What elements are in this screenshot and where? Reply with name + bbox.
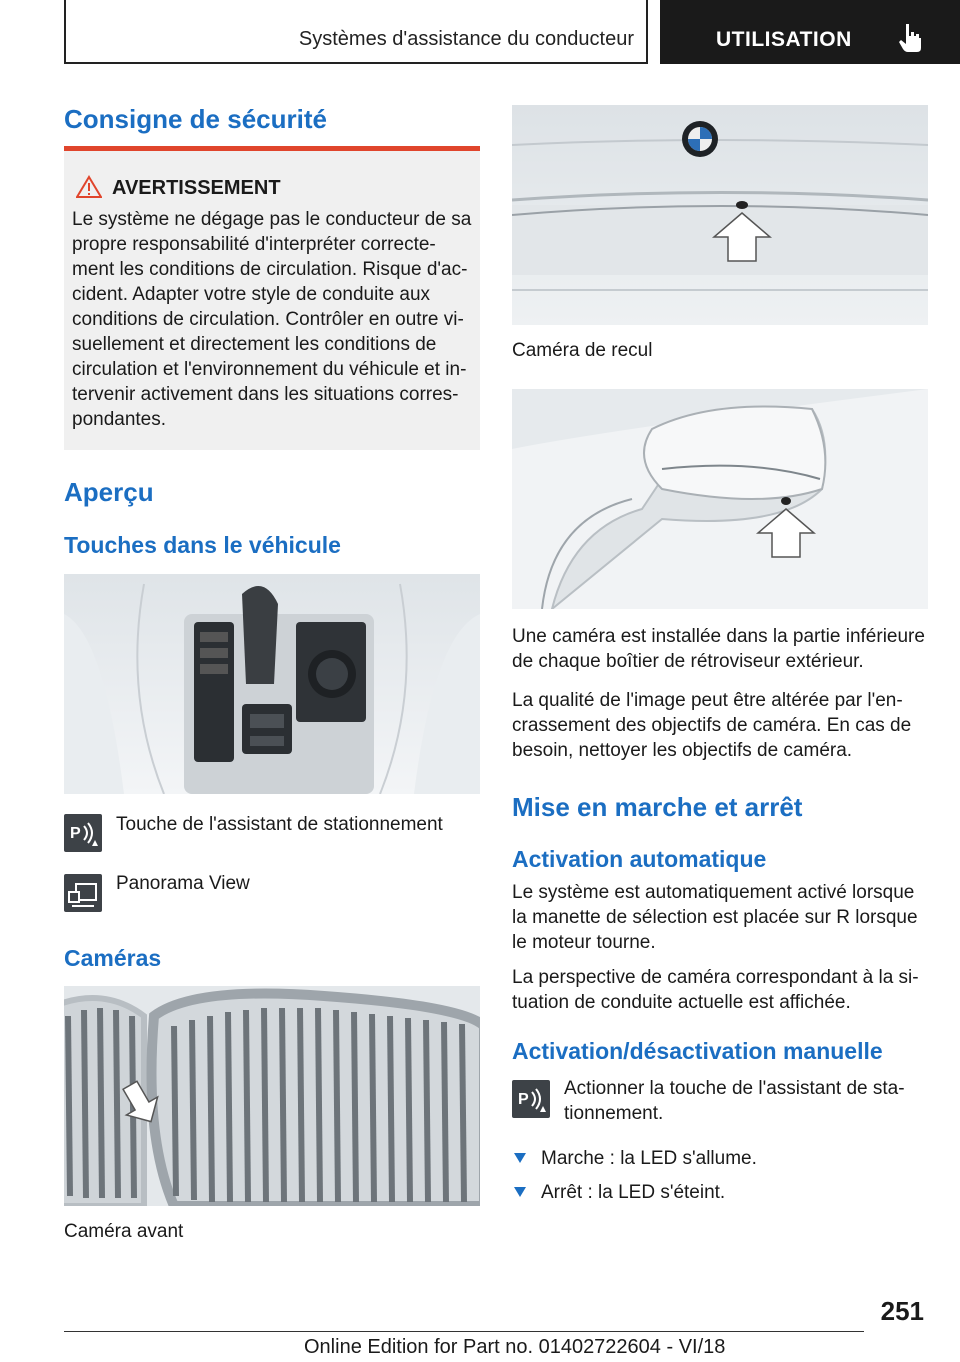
header-section-box — [64, 0, 648, 64]
bullet-triangle-icon — [514, 1187, 526, 1197]
heading-automatic-activation: Activation automatique — [512, 846, 767, 872]
header-chapter-box — [660, 0, 960, 64]
front-camera-caption: Caméra avant — [64, 1221, 184, 1242]
warning-triangle-icon — [76, 175, 102, 199]
mirror-camera-paragraph: Une caméra est installée dans la partie inférieure de chaque boîtier de rétroviseur extérieur. — [512, 626, 925, 672]
center-console-image — [64, 574, 480, 794]
bullet-triangle-icon — [514, 1153, 526, 1163]
warning-title: AVERTISSEMENT — [112, 177, 281, 199]
heading-buttons-in-vehicle: Touches dans le véhicule — [64, 532, 341, 558]
footer-edition: Online Edition for Part no. 01402722604 - VI/18 — [304, 1336, 726, 1358]
panorama-view-button-icon — [64, 874, 102, 912]
svg-text:P: P — [70, 825, 81, 842]
heading-overview: Aperçu — [64, 477, 154, 507]
warning-text: Le système ne dégage pas le conducteur de sa propre responsabilité d'interpréter correcte- ment les conditions de circulation. Risque d'ac- cident. Adapter votre style de conduite aux conditions de circulation. Contrôler en outre vi- suellement et directement les conditions de circulation et l'environnement du véhicule et in- tervenir activement dans les situations corres- pondantes. — [72, 209, 472, 430]
side-mirror-camera-image — [512, 389, 928, 609]
heading-manual-activation: Activation/désactivation manuelle — [512, 1038, 883, 1064]
heading-safety: Consigne de sécurité — [64, 104, 327, 134]
camera-perspective-paragraph: La perspective de caméra correspondant à la si- tuation de conduite actuelle est affichée. — [512, 967, 919, 1013]
warning-box — [64, 146, 480, 450]
front-camera-image — [64, 986, 480, 1206]
park-assist-button-label: Touche de l'assistant de stationnement — [116, 814, 443, 835]
pointing-hand-icon — [896, 22, 924, 54]
page-number: 251 — [880, 1296, 924, 1326]
svg-text:P: P — [518, 1091, 529, 1108]
panorama-view-button-label: Panorama View — [116, 873, 250, 894]
rear-camera-image — [512, 105, 928, 325]
footer-divider — [64, 1331, 864, 1332]
park-assist-button-icon — [64, 814, 102, 852]
bullet-off: Arrêt : la LED s'éteint. — [541, 1182, 726, 1203]
heading-cameras: Caméras — [64, 945, 162, 971]
rear-camera-caption: Caméra de recul — [512, 340, 653, 361]
bullet-on: Marche : la LED s'allume. — [541, 1148, 757, 1169]
lens-cleaning-paragraph: La qualité de l'image peut être altérée par l'en- crassement des objectifs de caméra. En cas de besoin, nettoyer les objectifs de caméra. — [512, 690, 912, 761]
park-assist-button-icon-2 — [512, 1080, 550, 1118]
automatic-activation-paragraph: Le système est automatiquement activé lorsque la manette de sélection est placée sur R lorsque le moteur tourne. — [512, 882, 918, 953]
manual-activation-text: Actionner la touche de l'assistant de sta- tionnement. — [564, 1078, 905, 1124]
heading-on-off: Mise en marche et arrêt — [512, 792, 803, 822]
header-section-title: Systèmes d'assistance du conducteur — [298, 28, 634, 50]
header-chapter-title: UTILISATION — [716, 28, 852, 51]
